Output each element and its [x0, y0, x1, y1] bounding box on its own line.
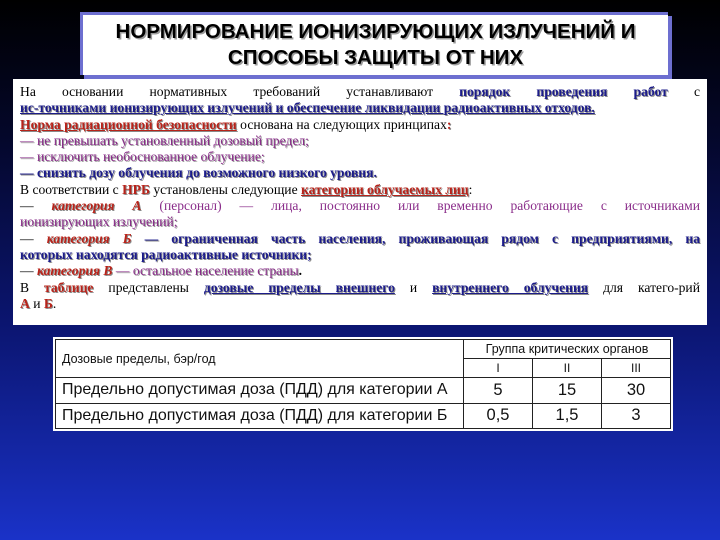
- table-cell: 5: [464, 378, 533, 403]
- principle-3: — снизить дозу облучения до возможного низкого уровня.: [20, 165, 377, 181]
- text-segment: —: [20, 230, 47, 246]
- dose-limits-table-container: [53, 337, 673, 431]
- table-cell: 30: [602, 378, 671, 403]
- text-segment-emphasis: категория А: [51, 198, 142, 214]
- text-segment: — ограниченная часть населения, проживающая рядом с предприятиями, на: [131, 230, 700, 246]
- text-segment: На основании нормативных требований устанавливают: [20, 84, 434, 99]
- text-segment: —: [20, 263, 37, 279]
- table-header-group-2: II: [533, 359, 602, 378]
- table-row: [56, 403, 671, 428]
- text-segment: .: [52, 295, 57, 311]
- category-b-line-1: [20, 231, 700, 247]
- table-cell: 0,5: [464, 403, 533, 428]
- category-a-line-2: ионизирующих излучений;: [20, 214, 178, 230]
- title-box: [80, 12, 668, 75]
- category-v: [20, 263, 700, 279]
- text-segment: и: [394, 279, 433, 295]
- text-segment: с: [693, 84, 700, 99]
- text-segment: В: [20, 279, 45, 295]
- principle-2: — исключить необоснованное облучение;: [20, 149, 265, 165]
- paragraph-1-line-1: [20, 84, 700, 100]
- text-segment: —: [20, 198, 34, 214]
- dose-limits-table: [55, 339, 671, 429]
- text-segment: В соответствии с: [20, 181, 123, 197]
- text-segment-emphasis: Б: [43, 295, 53, 311]
- text-segment: представлены: [93, 279, 204, 295]
- text-segment-emphasis: Норма радиационной безопасности: [20, 116, 237, 132]
- paragraph-1-line-2: ис-точниками ионизирующих излучений и обеспечение ликвидации радиоактивных отходов.: [20, 100, 595, 116]
- table-header-dose-limits: Дозовые пределы, бэр/год: [56, 340, 464, 378]
- paragraph-2: [20, 117, 700, 133]
- text-segment: — остальное население страны: [112, 263, 299, 279]
- text-segment: (персонал) — лица, постоянно или временно работающие с источниками: [159, 198, 700, 214]
- text-segment-emphasis: дозовые пределы внешнего: [203, 279, 395, 295]
- text-segment: :: [468, 181, 473, 197]
- table-row-label: Предельно допустимая доза (ПДД) для категории А: [56, 378, 464, 403]
- text-segment-emphasis: категория В: [37, 263, 113, 279]
- table-row: [56, 378, 671, 403]
- table-header-critical-organs: Группа критических органов: [464, 340, 671, 359]
- text-segment-emphasis: внутреннего облучения: [432, 279, 589, 295]
- text-segment: и: [29, 295, 44, 311]
- table-header-group-1: I: [464, 359, 533, 378]
- text-segment: основана на следующих принципах: [236, 116, 447, 132]
- slide-title-line-1: НОРМИРОВАНИЕ ИОНИЗИРУЮЩИХ ИЗЛУЧЕНИЙ И: [115, 20, 636, 43]
- slide-title-line-2: СПОСОБЫ ЗАЩИТЫ ОТ НИХ: [227, 46, 524, 69]
- text-segment-emphasis: порядок проведения работ: [459, 84, 668, 99]
- table-cell: 15: [533, 378, 602, 403]
- table-header-row: [56, 340, 671, 359]
- text-segment: для катего-рий: [588, 279, 700, 295]
- text-segment: установлены следующие: [149, 181, 302, 197]
- categories-intro: [20, 182, 700, 198]
- principle-1: — не превышать установленный дозовый предел;: [20, 132, 309, 148]
- text-segment-emphasis: НРБ: [122, 181, 150, 197]
- text-segment-emphasis: категории облучаемых лиц: [301, 181, 469, 197]
- table-cell: 1,5: [533, 403, 602, 428]
- table-cell: 3: [602, 403, 671, 428]
- category-a-line-1: [20, 198, 700, 214]
- text-segment-emphasis: А: [20, 295, 30, 311]
- text-segment: .: [298, 263, 303, 279]
- category-b-line-2: которых находятся радиоактивные источники;: [20, 246, 312, 262]
- table-reference-line-1: [20, 280, 700, 296]
- text-segment-emphasis: таблице: [44, 279, 94, 295]
- table-header-group-3: III: [602, 359, 671, 378]
- body-text-box: [13, 79, 707, 325]
- text-segment-emphasis: категория Б: [46, 230, 132, 246]
- table-row-label: Предельно допустимая доза (ПДД) для категории Б: [56, 403, 464, 428]
- table-reference-line-2: [20, 296, 700, 312]
- text-segment: :: [446, 116, 452, 132]
